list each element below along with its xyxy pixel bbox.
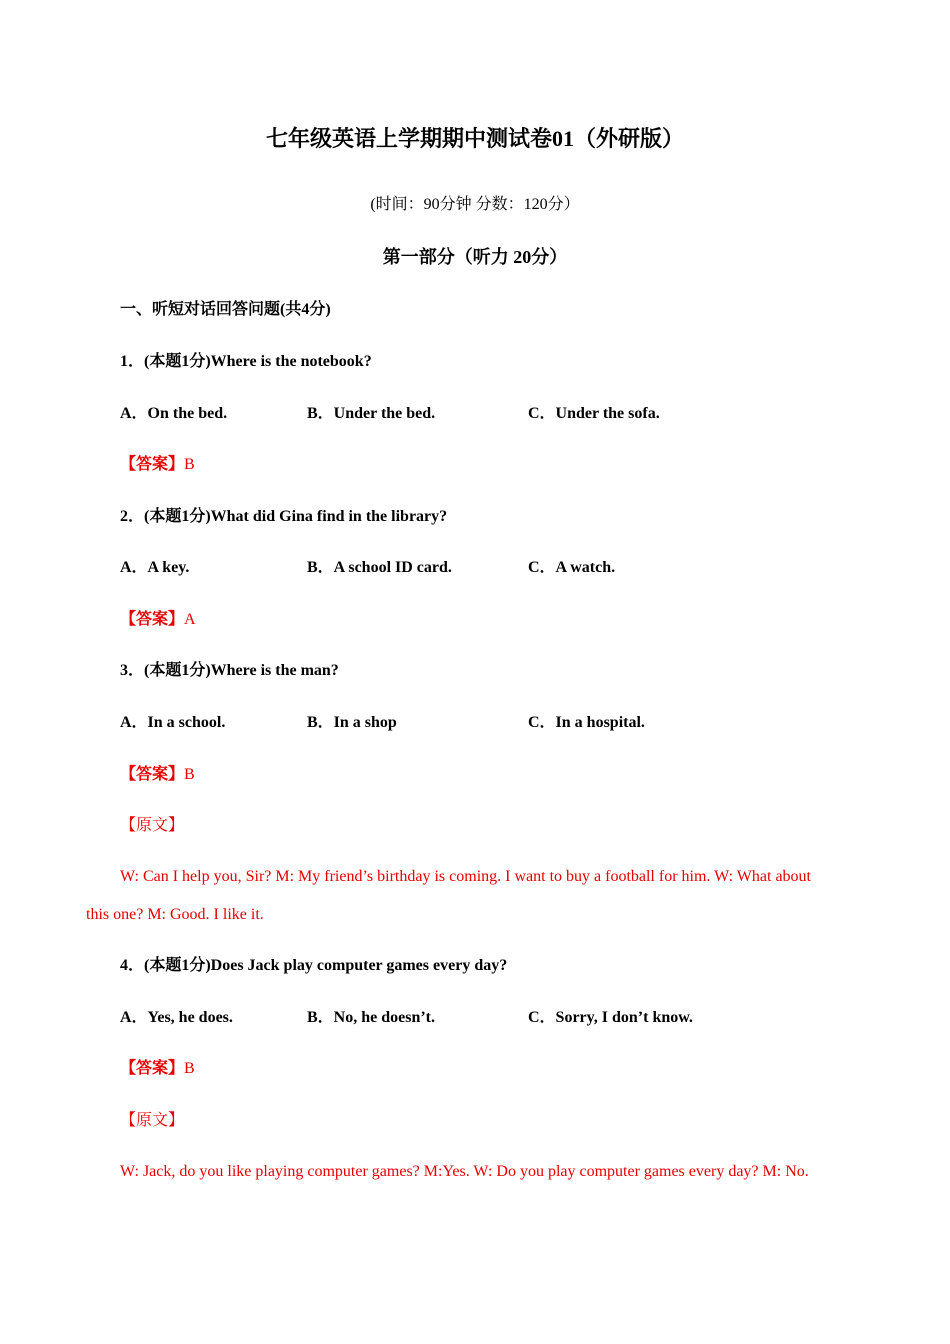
answer-tag: 【答案】 — [120, 1060, 185, 1077]
question-3-transcript-tag: 【原文】 — [120, 817, 185, 834]
section-heading: 一、听短对话回答问题(共4分) — [120, 301, 331, 318]
question-2-option-b: B．A school ID card. — [307, 559, 452, 576]
answer-value: B — [184, 766, 195, 783]
answer-tag: 【答案】 — [120, 456, 185, 473]
question-4-option-b: B．No, he doesn’t. — [307, 1009, 436, 1026]
question-3-answer — [120, 767, 195, 783]
part-heading: 第一部分（听力 20分） — [382, 247, 568, 267]
question-4-transcript-tag: 【原文】 — [120, 1112, 185, 1129]
exam-info: (时间：90分钟 分数：120分） — [370, 196, 580, 213]
answer-value: A — [184, 611, 196, 628]
answer-tag: 【答案】 — [120, 766, 185, 783]
question-3-stem: 3．(本题1分)Where is the man? — [120, 662, 339, 679]
question-4-option-c: C．Sorry, I don’t know. — [528, 1009, 693, 1026]
question-3-option-b: B．In a shop — [307, 714, 397, 731]
question-4-option-a: A．Yes, he does. — [120, 1009, 233, 1026]
question-1-stem: 1．(本题1分)Where is the notebook? — [120, 353, 372, 370]
question-1-option-c: C．Under the sofa. — [528, 405, 660, 422]
question-3-transcript-line-1: W: Can I help you, Sir? M: My friend’s birthday is coming. I want to buy a football for him. W: What about — [120, 868, 811, 885]
question-3-option-a: A．In a school. — [120, 714, 226, 731]
question-3-option-c: C．In a hospital. — [528, 714, 645, 731]
answer-tag: 【答案】 — [120, 611, 185, 628]
question-2-answer — [120, 612, 196, 628]
question-2-option-c: C．A watch. — [528, 559, 616, 576]
question-4-transcript-line-1: W: Jack, do you like playing computer games? M:Yes. W: Do you play computer games every day? M: No. — [120, 1163, 809, 1180]
question-4-stem: 4．(本题1分)Does Jack play computer games every day? — [120, 957, 508, 974]
question-4-answer — [120, 1061, 195, 1077]
question-3-transcript-line-2: this one? M: Good. I like it. — [86, 906, 264, 923]
question-2-option-a: A．A key. — [120, 559, 190, 576]
answer-value: B — [184, 456, 195, 473]
question-1-option-b: B．Under the bed. — [307, 405, 436, 422]
page-title: 七年级英语上学期期中测试卷01（外研版） — [265, 126, 684, 151]
question-1-option-a: A．On the bed. — [120, 405, 228, 422]
question-2-stem: 2．(本题1分)What did Gina find in the library? — [120, 508, 448, 525]
answer-value: B — [184, 1060, 195, 1077]
question-1-answer — [120, 457, 195, 473]
